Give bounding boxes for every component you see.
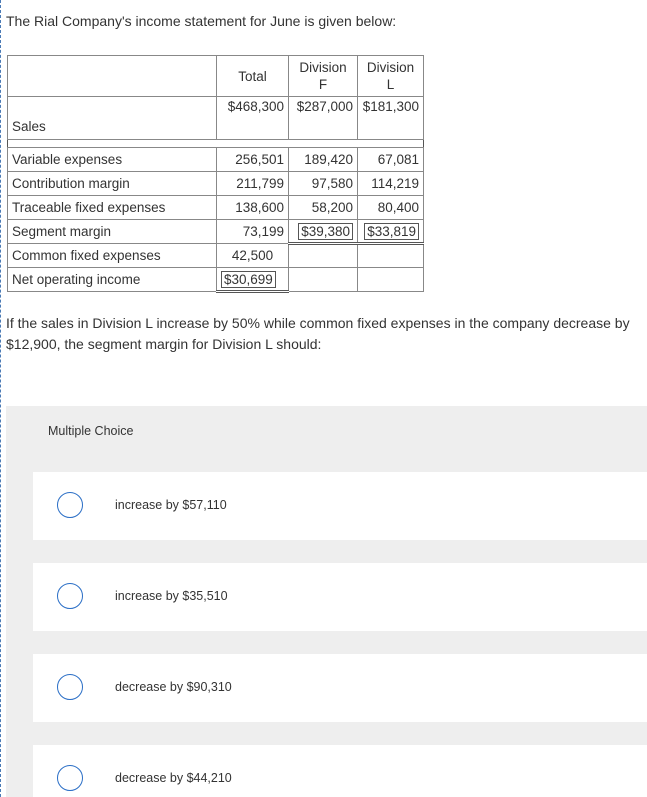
table-row-contribution-margin: [8, 172, 424, 196]
cell-division-f: [289, 220, 358, 244]
radio-button[interactable]: [57, 674, 83, 700]
choice-option-2[interactable]: [33, 563, 647, 631]
cell-total: 73,199: [217, 220, 289, 244]
table-row-variable-expenses: [8, 148, 424, 172]
cell-division-f: 189,420: [289, 148, 358, 172]
question-text: If the sales in Division L increase by 50% while common fixed expenses in the company decrease by $12,900, the segment margin for Division L should:: [6, 315, 630, 352]
row-label: Net operating income: [8, 268, 217, 292]
cell-value: $33,819: [364, 223, 419, 240]
header-division-f: Division F: [289, 56, 358, 97]
cell-division-l: [358, 244, 424, 268]
left-dashed-rule: [0, 0, 1, 797]
radio-button[interactable]: [57, 583, 83, 609]
choice-option-4[interactable]: [33, 745, 647, 797]
choice-option-1[interactable]: [33, 472, 647, 540]
header-total-label: Total: [238, 68, 267, 84]
table-row-sales: [8, 97, 424, 140]
cell-value: $30,699: [221, 271, 276, 288]
header-blank-cell: [8, 56, 217, 97]
choice-label[interactable]: decrease by $44,210: [115, 771, 232, 785]
cell-division-l: 80,400: [358, 196, 424, 220]
cell-division-f: 97,580: [289, 172, 358, 196]
table-row-common-fixed-expenses: [8, 244, 424, 268]
cell-total: 42,500: [217, 244, 289, 268]
intro-text: The Rial Company's income statement for June is given below:: [6, 13, 397, 29]
cell-total: $468,300: [217, 97, 289, 140]
cell-division-l: [358, 220, 424, 244]
row-label: Segment margin: [8, 220, 217, 244]
table-gap-row: [8, 140, 424, 148]
cell-value: $39,380: [298, 223, 353, 240]
header-total: [217, 56, 289, 97]
cell-division-l: [358, 268, 424, 292]
multiple-choice-header: [6, 406, 647, 456]
table-row-segment-margin: [8, 220, 424, 244]
cell-total: [217, 268, 289, 292]
cell-division-l: 67,081: [358, 148, 424, 172]
row-label: Common fixed expenses: [8, 244, 217, 268]
table-row-traceable-fixed-expenses: [8, 196, 424, 220]
choice-option-3[interactable]: [33, 654, 647, 722]
cell-total: 256,501: [217, 148, 289, 172]
cell-division-f: $287,000: [289, 97, 358, 140]
choice-label[interactable]: increase by $35,510: [115, 589, 228, 603]
row-label: Variable expenses: [8, 148, 217, 172]
header-division-l: Division L: [358, 56, 424, 97]
cell-division-f: [289, 244, 358, 268]
table-row-net-operating-income: [8, 268, 424, 292]
row-label: Contribution margin: [8, 172, 217, 196]
cell-total: 211,799: [217, 172, 289, 196]
cell-division-f: 58,200: [289, 196, 358, 220]
radio-button[interactable]: [57, 492, 83, 518]
cell-division-l: 114,219: [358, 172, 424, 196]
cell-division-f: [289, 268, 358, 292]
gap-cell: [8, 140, 424, 148]
income-statement-table: [7, 55, 424, 293]
cell-division-l: $181,300: [358, 97, 424, 140]
multiple-choice-label: Multiple Choice: [48, 424, 134, 438]
row-label: Sales: [8, 97, 217, 140]
cell-total: 138,600: [217, 196, 289, 220]
choice-label[interactable]: increase by $57,110: [115, 498, 227, 512]
choice-label[interactable]: decrease by $90,310: [115, 680, 232, 694]
row-label: Traceable fixed expenses: [8, 196, 217, 220]
table-header-row: [8, 56, 424, 97]
radio-button[interactable]: [57, 765, 83, 791]
